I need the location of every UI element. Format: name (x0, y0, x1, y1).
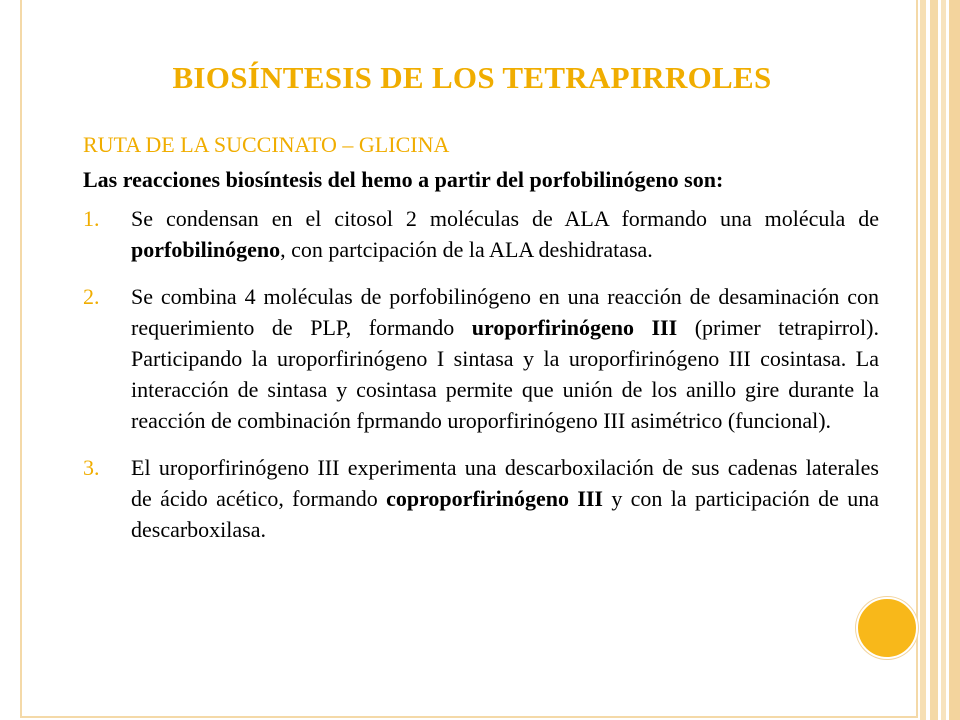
text-run: , con partcipación de la ALA deshidratasa. (280, 237, 653, 262)
text-run: y con la participación de una descarboxilasa. (131, 486, 879, 542)
list-text (131, 281, 879, 436)
slide-subtitle: RUTA DE LA SUCCINATO – GLICINA (83, 132, 450, 157)
list-item (83, 452, 879, 545)
stripe (930, 0, 938, 720)
bold-term: porfobilinógeno (131, 237, 281, 262)
text-run: Se combina 4 moléculas de porfobilinógeno en una reacción de desaminación con requerimiento de PLP, formando (131, 284, 879, 340)
slide-content (83, 132, 879, 561)
text-run: Se condensan en el citosol 2 moléculas de ALA formando una molécula de (131, 206, 879, 231)
bold-term: coproporfirinógeno III (386, 486, 603, 511)
list-item (83, 281, 879, 436)
intro-text: Las reacciones biosíntesis del hemo a partir del porfobilinógeno son: (83, 167, 724, 192)
slide-title: BIOSÍNTESIS DE LOS TETRAPIRROLES (172, 60, 772, 95)
text-run: El uroporfirinógeno III experimenta una descarboxilación de sus cadenas laterales de ácido acético, formando (131, 455, 879, 511)
reaction-list (83, 203, 879, 545)
text-run: (primer tetrapirrol). Participando la uroporfirinógeno I sintasa y la uroporfirinógeno III cosintasa. La interacción de sintasa y cosintasa permite que unión de los anillo gire durante la reacción de combinación fprmando uroporfirinógeno III asimétrico (funcional). (131, 315, 879, 433)
decorative-stripes (920, 0, 960, 720)
bold-term: uroporfirinógeno III (471, 315, 678, 340)
list-item (83, 203, 879, 265)
list-text (131, 452, 879, 545)
decorative-circle (856, 597, 918, 659)
stripe (949, 0, 960, 720)
list-number: 1. (83, 206, 100, 231)
list-number: 2. (83, 284, 100, 309)
list-number: 3. (83, 455, 100, 480)
list-text (131, 203, 879, 265)
